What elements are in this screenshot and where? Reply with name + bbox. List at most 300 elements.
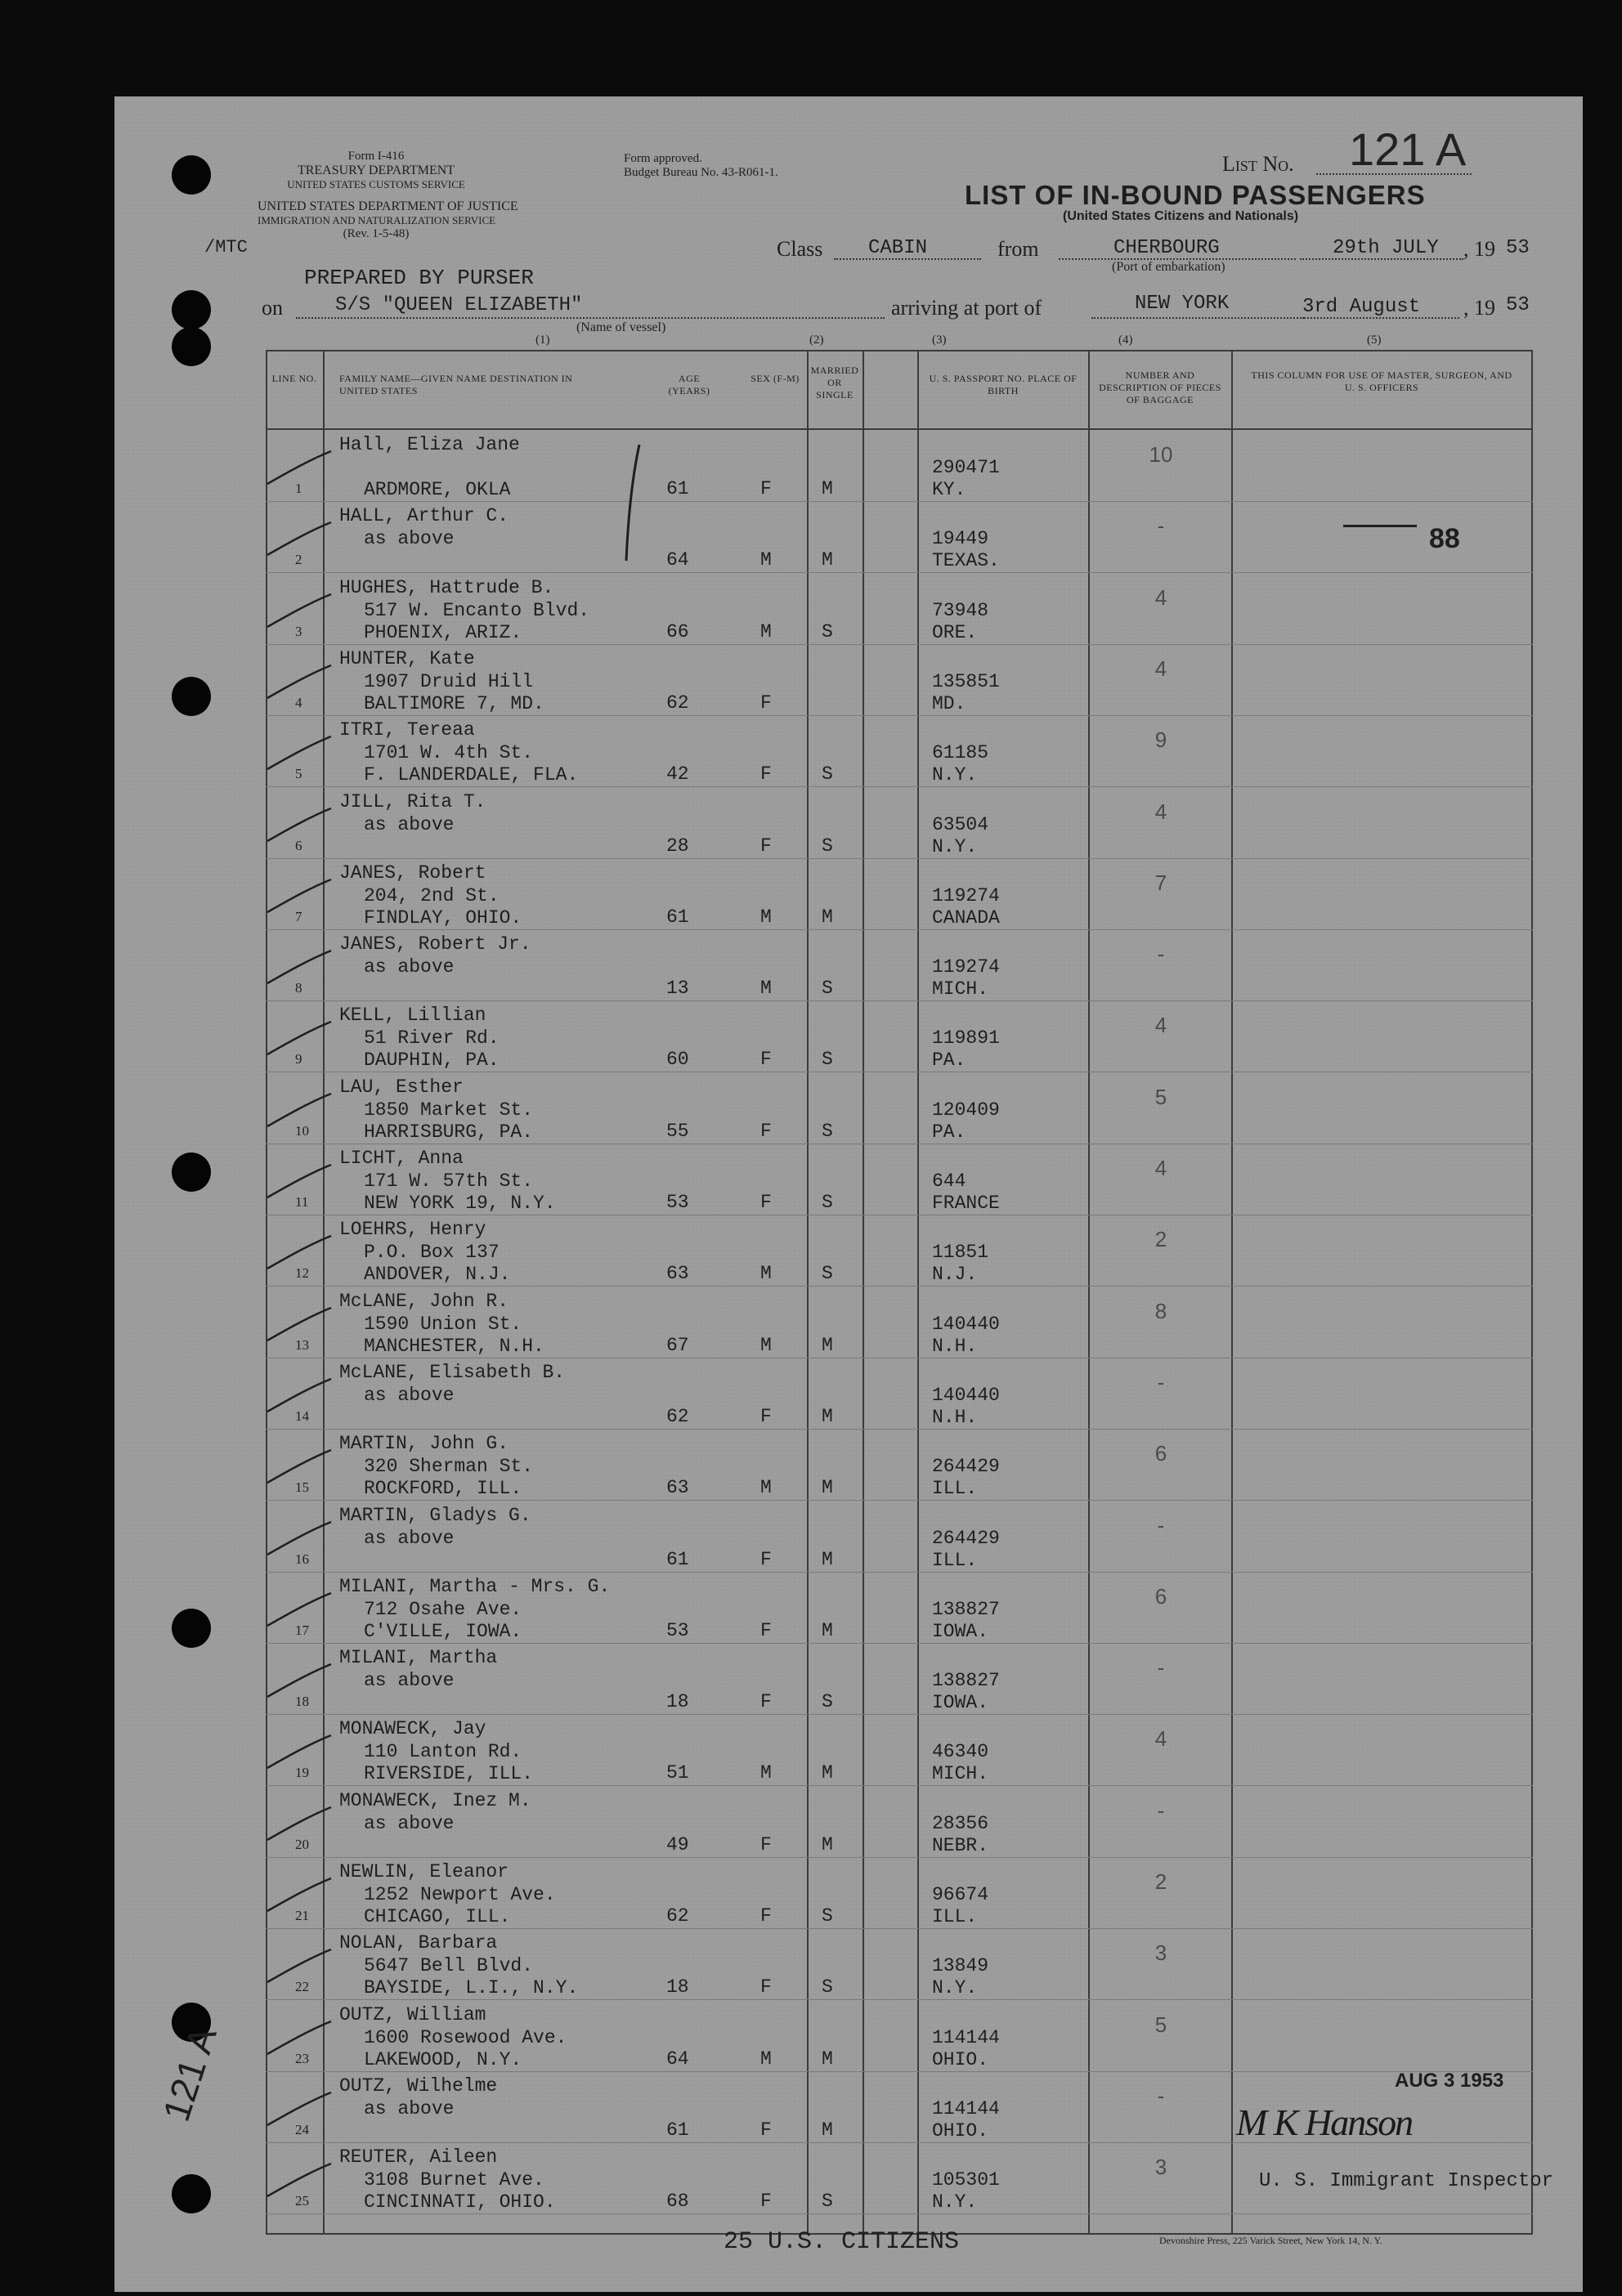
class-value: CABIN: [868, 237, 928, 259]
sex-cell: F: [760, 478, 772, 499]
sex-cell: F: [760, 2191, 772, 2213]
baggage-count: 4: [1154, 1156, 1167, 1180]
birthplace: CANADA: [932, 906, 1000, 929]
arrival-year-prefix: , 19: [1463, 296, 1495, 320]
birthplace: NEBR.: [932, 1834, 989, 1856]
passenger-name: MARTIN, Gladys G.: [339, 1504, 531, 1526]
marital-cell: M: [822, 906, 833, 928]
age-cell: 13: [666, 978, 689, 1000]
line-number: 24: [295, 2121, 309, 2137]
passport-number: 138827: [932, 1598, 1000, 1620]
sex-cell: M: [760, 1263, 772, 1285]
col-header-married: MARRIED OR SINGLE: [810, 365, 859, 401]
table-row: [266, 1857, 1533, 1929]
passenger-name: REUTER, Aileen: [339, 2146, 498, 2168]
age-cell: 42: [666, 763, 689, 785]
sex-cell: F: [760, 2119, 772, 2141]
page-title: LIST OF IN-BOUND PASSENGERS: [965, 180, 1426, 210]
baggage-count: -: [1157, 942, 1165, 967]
prepared-by: PREPARED BY PURSER: [304, 266, 534, 290]
address-line: as above: [364, 1384, 455, 1406]
passport-number: 119274: [932, 884, 1000, 906]
from-label: from: [997, 237, 1039, 261]
passenger-name: Hall, Eliza Jane: [339, 434, 520, 455]
baggage-count: 5: [1154, 2012, 1167, 2037]
table-row: [266, 715, 1533, 787]
address-line: 110 Lanton Rd.: [364, 1741, 522, 1763]
class-label: Class: [777, 237, 823, 261]
check-mark: [266, 1377, 333, 1413]
marital-cell: S: [822, 1691, 833, 1713]
passport-number: 119274: [932, 956, 1000, 978]
birthplace: PA.: [932, 1050, 966, 1072]
address-line: as above: [364, 1670, 455, 1692]
birthplace: N.H.: [932, 1335, 978, 1357]
sex-cell: M: [760, 549, 772, 571]
baggage-count: 7: [1154, 870, 1167, 895]
check-mark: [266, 664, 333, 700]
age-cell: 68: [666, 2191, 689, 2213]
birthplace: TEXAS.: [932, 550, 1000, 572]
baggage-count: -: [1157, 513, 1165, 539]
table-row: [266, 1572, 1533, 1644]
address-line: 1701 W. 4th St.: [364, 742, 534, 764]
sex-cell: F: [760, 1548, 772, 1570]
check-mark: [266, 1520, 333, 1556]
punch-hole: [172, 1609, 211, 1648]
sex-cell: F: [760, 1049, 772, 1071]
age-cell: 61: [666, 2119, 689, 2141]
check-mark: [266, 2020, 333, 2056]
line-number: 9: [295, 1051, 302, 1067]
address-line: 712 Osahe Ave.: [364, 1598, 522, 1620]
address-line: as above: [364, 813, 455, 835]
passenger-name: LICHT, Anna: [339, 1148, 464, 1169]
age-cell: 64: [666, 549, 689, 571]
check-mark: [266, 1663, 333, 1699]
table-row: [266, 644, 1533, 716]
marital-cell: S: [822, 1905, 833, 1927]
destination: ANDOVER, N.J.: [364, 1264, 511, 1286]
birthplace: ILL.: [932, 1478, 978, 1500]
address-line: 320 Sherman St.: [364, 1456, 534, 1478]
line-number: 7: [295, 908, 302, 924]
check-mark: [266, 1306, 333, 1342]
baggage-count: -: [1157, 2083, 1165, 2108]
colnum-1: (1): [535, 333, 550, 347]
age-cell: 64: [666, 2048, 689, 2070]
col-header-officers: THIS COLUMN FOR USE OF MASTER, SURGEON, AND U. S. OFFICERS: [1251, 369, 1512, 393]
passport-number: 28356: [932, 1812, 989, 1834]
check-mark: [266, 1448, 333, 1484]
margin-note: 121 A: [154, 2021, 225, 2127]
destination: LAKEWOOD, N.Y.: [364, 2048, 522, 2070]
age-cell: 62: [666, 1405, 689, 1427]
passenger-name: HUGHES, Hattrude B.: [339, 576, 554, 598]
col-header-name: FAMILY NAME—GIVEN NAME DESTINATION IN UNITED STATES: [339, 373, 573, 396]
vessel-value: S/S "QUEEN ELIZABETH": [335, 294, 583, 316]
age-cell: 61: [666, 906, 689, 928]
check-mark: [266, 1020, 333, 1056]
table-row: [266, 1215, 1533, 1287]
check-mark: [266, 593, 333, 629]
baggage-count: -: [1157, 1512, 1165, 1537]
marital-cell: M: [822, 2119, 833, 2141]
budget-bureau: Budget Bureau No. 43-R061-1.: [624, 166, 778, 179]
age-cell: 66: [666, 620, 689, 642]
col-header-line: LINE NO.: [271, 373, 317, 384]
check-mark: [266, 1806, 333, 1842]
marital-cell: S: [822, 835, 833, 857]
baggage-count: -: [1157, 1797, 1165, 1823]
passport-number: 140440: [932, 1313, 1000, 1335]
check-mark: [266, 521, 333, 557]
passenger-name: NEWLIN, Eleanor: [339, 1861, 509, 1882]
printer-imprint: Devonshire Press, 225 Varick Street, New York 14, N. Y.: [1159, 2235, 1382, 2246]
marital-cell: S: [822, 1192, 833, 1213]
marital-cell: M: [822, 1477, 833, 1499]
pen-stroke: [621, 441, 646, 564]
from-value: CHERBOURG: [1113, 237, 1220, 259]
age-cell: 61: [666, 478, 689, 499]
depart-year-suffix: 53: [1506, 237, 1530, 259]
marital-cell: M: [822, 549, 833, 571]
birthplace: N.Y.: [932, 835, 978, 857]
birthplace: N.H.: [932, 1406, 978, 1428]
check-mark: [266, 1734, 333, 1770]
passport-number: 11851: [932, 1242, 989, 1264]
sex-cell: F: [760, 1405, 772, 1427]
birthplace: MICH.: [932, 978, 989, 1000]
age-cell: 18: [666, 1691, 689, 1713]
sex-cell: M: [760, 1334, 772, 1356]
check-mark: [266, 735, 333, 771]
destination: ARDMORE, OKLA: [364, 479, 511, 500]
sex-cell: M: [760, 620, 772, 642]
table-row: [266, 1144, 1533, 1215]
depart-date-value: 29th JULY: [1333, 237, 1439, 259]
inspector-title: U. S. Immigrant Inspector: [1259, 2170, 1554, 2192]
address-line: as above: [364, 1527, 455, 1549]
baggage-count: 4: [1154, 1726, 1167, 1752]
line-number: 5: [295, 766, 302, 782]
birthplace: OHIO.: [932, 2048, 989, 2070]
line-number: 15: [295, 1479, 309, 1496]
line-number: 3: [295, 623, 302, 639]
punch-hole: [172, 290, 211, 329]
baggage-count: 4: [1154, 584, 1167, 610]
marital-cell: S: [822, 978, 833, 1000]
passenger-name: MILANI, Martha: [339, 1647, 498, 1669]
age-cell: 61: [666, 1548, 689, 1570]
row2-mark: 88: [1429, 523, 1460, 554]
col-header-baggage: NUMBER AND DESCRIPTION OF PIECES OF BAGGAGE: [1099, 369, 1221, 405]
line-number: 8: [295, 980, 302, 996]
line-number: 12: [295, 1265, 309, 1282]
line-number: 19: [295, 1765, 309, 1781]
passenger-name: ITRI, Tereaa: [339, 719, 475, 741]
table-row: [266, 1643, 1533, 1715]
table-row: [266, 430, 1533, 502]
line-number: 20: [295, 1836, 309, 1852]
line-number: 2: [295, 552, 302, 568]
baggage-count: 6: [1154, 1583, 1167, 1609]
line-number: 18: [295, 1694, 309, 1710]
address-line: as above: [364, 956, 455, 978]
sex-cell: M: [760, 906, 772, 928]
baggage-count: 2: [1154, 1869, 1167, 1894]
depart-year-prefix: , 19: [1463, 237, 1495, 261]
age-cell: 18: [666, 1976, 689, 1998]
form-revision: (Rev. 1-5-48): [343, 227, 410, 240]
marital-cell: S: [822, 1049, 833, 1071]
passenger-name: JANES, Robert Jr.: [339, 933, 531, 956]
list-no-value: 121 A: [1349, 123, 1467, 175]
passport-number: 119891: [932, 1027, 1000, 1050]
vessel-caption: (Name of vessel): [576, 320, 666, 334]
birthplace: IOWA.: [932, 1692, 989, 1714]
check-mark: [266, 1948, 333, 1984]
age-cell: 63: [666, 1263, 689, 1285]
passport-number: 264429: [932, 1456, 1000, 1478]
sex-cell: F: [760, 1120, 772, 1142]
line-number: 1: [295, 481, 302, 496]
passport-number: 114144: [932, 2097, 1000, 2119]
line-number: 14: [295, 1408, 309, 1424]
passport-number: 644: [932, 1170, 966, 1192]
sex-cell: M: [760, 1477, 772, 1499]
marital-cell: S: [822, 620, 833, 642]
sex-cell: F: [760, 1691, 772, 1713]
birthplace: N.Y.: [932, 2191, 978, 2213]
baggage-count: 6: [1154, 1441, 1167, 1466]
justice-dept: UNITED STATES DEPARTMENT OF JUSTICE: [258, 199, 518, 213]
birthplace: N.Y.: [932, 1977, 978, 1999]
check-mark: [266, 1234, 333, 1270]
passenger-name: HALL, Arthur C.: [339, 505, 509, 527]
address-line: 1590 Union St.: [364, 1313, 522, 1335]
baggage-count: 8: [1154, 1298, 1167, 1323]
passport-number: 114144: [932, 2026, 1000, 2048]
arrival-port-value: NEW YORK: [1135, 293, 1230, 315]
destination: RIVERSIDE, ILL.: [364, 1763, 534, 1785]
line-number: 13: [295, 1336, 309, 1353]
destination: MANCHESTER, N.H.: [364, 1335, 544, 1357]
birthplace: N.J.: [932, 1264, 978, 1286]
birthplace: OHIO.: [932, 2119, 989, 2142]
birthplace: MD.: [932, 692, 966, 714]
marital-cell: M: [822, 478, 833, 499]
arriving-label: arriving at port of: [891, 296, 1042, 320]
marital-cell: M: [822, 1619, 833, 1641]
punch-hole: [172, 155, 211, 195]
table-row: [266, 1714, 1533, 1786]
age-cell: 62: [666, 691, 689, 714]
page-subtitle: (United States Citizens and Nationals): [1063, 209, 1299, 223]
line-number: 4: [295, 694, 302, 710]
address-line: 3108 Burnet Ave.: [364, 2169, 544, 2191]
birthplace: ILL.: [932, 1906, 978, 1927]
destination: BALTIMORE 7, MD.: [364, 692, 544, 714]
passport-number: 96674: [932, 1884, 989, 1905]
passport-number: 19449: [932, 528, 989, 550]
address-line: as above: [364, 528, 455, 550]
passenger-name: NOLAN, Barbara: [339, 1932, 498, 1954]
passport-number: 138827: [932, 1670, 1000, 1692]
destination: CINCINNATI, OHIO.: [364, 2191, 556, 2213]
birthplace: MICH.: [932, 1763, 989, 1785]
sex-cell: F: [760, 1905, 772, 1927]
baggage-count: 3: [1154, 2155, 1167, 2180]
passenger-name: JILL, Rita T.: [339, 790, 486, 812]
marital-cell: M: [822, 1548, 833, 1570]
table-row: [266, 1429, 1533, 1501]
passenger-name: OUTZ, Wilhelme: [339, 2074, 498, 2097]
address-line: as above: [364, 1812, 455, 1834]
destination: C'VILLE, IOWA.: [364, 1620, 522, 1642]
passenger-name: MARTIN, John G.: [339, 1433, 509, 1455]
table-row: [266, 929, 1533, 1001]
sex-cell: M: [760, 978, 772, 1000]
marital-cell: S: [822, 2191, 833, 2213]
passport-number: 13849: [932, 1955, 989, 1977]
passport-number: 63504: [932, 813, 989, 835]
arrival-year-suffix: 53: [1506, 294, 1530, 316]
col-header-age: AGE (YEARS): [668, 373, 710, 396]
colnum-5: (5): [1367, 333, 1382, 347]
passenger-name: MILANI, Martha - Mrs. G.: [339, 1575, 611, 1597]
table-row: [266, 1287, 1533, 1358]
destination: F. LANDERDALE, FLA.: [364, 764, 579, 786]
marital-cell: S: [822, 1120, 833, 1142]
line-number: 23: [295, 2050, 309, 2066]
line-number: 21: [295, 1908, 309, 1923]
vessel-rule: [296, 317, 885, 319]
passport-number: 46340: [932, 1741, 989, 1763]
sex-cell: F: [760, 1976, 772, 1998]
table-row: [266, 1786, 1533, 1858]
birthplace: N.Y.: [932, 764, 978, 786]
check-mark: [266, 807, 333, 843]
list-no-label: List No.: [1222, 152, 1294, 176]
sex-cell: F: [760, 835, 772, 857]
passenger-name: JANES, Robert: [339, 862, 486, 884]
passport-number: 290471: [932, 457, 1000, 478]
address-line: 1850 Market St.: [364, 1099, 534, 1121]
birthplace: FRANCE: [932, 1193, 1000, 1214]
address-line: 1252 Newport Ave.: [364, 1884, 556, 1905]
line-number: 6: [295, 837, 302, 853]
table-row: [266, 1501, 1533, 1573]
table-row: [266, 1072, 1533, 1144]
table-row: [266, 1928, 1533, 2000]
destination: CHICAGO, ILL.: [364, 1906, 511, 1927]
table-row: [266, 787, 1533, 859]
marital-cell: M: [822, 2048, 833, 2070]
passenger-name: McLANE, John R.: [339, 1290, 509, 1312]
customs-service: UNITED STATES CUSTOMS SERVICE: [287, 178, 465, 190]
marital-cell: M: [822, 1405, 833, 1427]
age-cell: 28: [666, 835, 689, 857]
address-line: 1907 Druid Hill: [364, 670, 534, 692]
marital-cell: M: [822, 1833, 833, 1855]
marital-cell: S: [822, 1263, 833, 1285]
birthplace: ORE.: [932, 621, 978, 643]
sex-cell: M: [760, 1762, 772, 1784]
destination: DAUPHIN, PA.: [364, 1050, 500, 1072]
sex-cell: F: [760, 1619, 772, 1641]
sex-cell: F: [760, 1192, 772, 1213]
sex-cell: F: [760, 1833, 772, 1855]
baggage-count: 5: [1154, 1084, 1167, 1109]
passport-number: 61185: [932, 742, 989, 764]
destination: NEW YORK 19, N.Y.: [364, 1193, 556, 1214]
marital-cell: S: [822, 763, 833, 785]
line-number: 22: [295, 1979, 309, 1995]
check-mark: [266, 2162, 333, 2198]
destination: FINDLAY, OHIO.: [364, 906, 522, 929]
sex-cell: F: [760, 691, 772, 714]
age-cell: 60: [666, 1049, 689, 1071]
baggage-count: -: [1157, 1369, 1165, 1394]
address-line: 517 W. Encanto Blvd.: [364, 599, 590, 621]
destination: HARRISBURG, PA.: [364, 1121, 534, 1143]
marital-cell: M: [822, 1334, 833, 1356]
port-embark-caption: (Port of embarkation): [1112, 260, 1225, 274]
address-line: 51 River Rd.: [364, 1027, 500, 1050]
inspector-signature: M K Hanson: [1236, 2101, 1413, 2143]
passenger-name: KELL, Lillian: [339, 1005, 486, 1027]
check-mark: [266, 1591, 333, 1627]
passport-number: 105301: [932, 2169, 1000, 2191]
arrival-port-rule: [1091, 317, 1304, 319]
baggage-count: 4: [1154, 799, 1167, 824]
passport-number: 73948: [932, 599, 989, 621]
passenger-name: McLANE, Elisabeth B.: [339, 1361, 566, 1383]
colnum-4: (4): [1118, 333, 1133, 347]
check-mark: [266, 1092, 333, 1128]
baggage-count: 4: [1154, 1013, 1167, 1038]
age-cell: 62: [666, 1905, 689, 1927]
age-cell: 53: [666, 1192, 689, 1213]
ins-service: IMMIGRATION AND NATURALIZATION SERVICE: [258, 214, 496, 226]
check-mark: [266, 1163, 333, 1199]
birthplace: ILL.: [932, 1549, 978, 1571]
address-line: 171 W. 57th St.: [364, 1170, 534, 1192]
baggage-count: 10: [1149, 442, 1173, 467]
line-number: 17: [295, 1622, 309, 1638]
col-header-sex: SEX (F-M): [751, 373, 800, 384]
passenger-name: MONAWECK, Inez M.: [339, 1789, 531, 1811]
marital-cell: M: [822, 1762, 833, 1784]
address-line: 1600 Rosewood Ave.: [364, 2026, 567, 2048]
destination: BAYSIDE, L.I., N.Y.: [364, 1977, 579, 1999]
baggage-count: 9: [1154, 727, 1167, 753]
on-label: on: [262, 296, 283, 320]
colnum-2: (2): [809, 333, 824, 347]
destination: ROCKFORD, ILL.: [364, 1478, 522, 1500]
marital-cell: S: [822, 1976, 833, 1998]
age-cell: 49: [666, 1833, 689, 1855]
arrival-date-value: 3rd August: [1302, 296, 1421, 318]
passport-number: 135851: [932, 670, 1000, 692]
passenger-table: [266, 350, 1533, 2235]
line-number: 16: [295, 1551, 309, 1567]
table-row: [266, 573, 1533, 645]
form-agency-block: [258, 150, 518, 241]
passenger-name: OUTZ, William: [339, 2003, 486, 2025]
approval-block: [624, 152, 778, 180]
